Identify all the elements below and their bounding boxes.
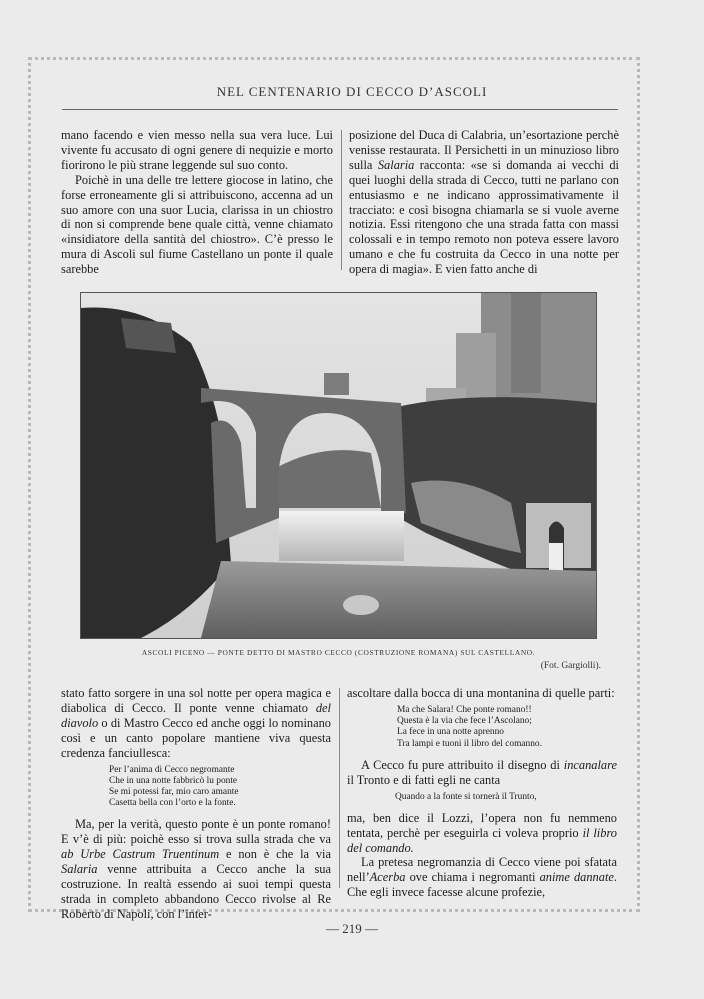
paragraph: posizione del Duca di Calabria, un’esortazione perchè venisse restaurata. Il Persichetti in un minuzioso libro sulla Salaria racconta: «se si domanda ai vecchi di quei luoghi della strada di Cecco, tutti ne parlano con entusiasmo e ne indicano approssimativamente il tracciato: e così bisogna chiamarla se si vuole averne notizia. Essi ritengono che una strada fatta con massi colossali e in tempo remoto non poteva essere lavoro umano e che fu costruita da Cecco in una notte per opera di magia». E vien fatto anche di	[349, 128, 620, 277]
running-header: NEL CENTENARIO DI CECCO D’ASCOLI	[216, 84, 488, 99]
paragraph: stato fatto sorgere in una sol notte per opera magica e diabolica di Cecco. Il ponte venne chiamato del diavolo o di Mastro Cecco ed anche oggi lo nominano così e un canto popolare mantiene viva questa credenza fanciullesca:	[61, 686, 331, 760]
verse-line: Questa è la via che fece l’Ascolano;	[397, 716, 532, 727]
verse-line: Ma che Salara! Che ponte romano!!	[397, 704, 532, 715]
paragraph: Poichè in una delle tre lettere giocose in latino, che forse erroneamente gli si attribuiscono, accenna ad un suo amore con una suor Lucia, clarissa in un chiostro di non si comprende bene quale città, venne chiamato «insidiatore della santità del chiostro». C’è presso le mura di Ascoli sul fiume Castellano un ponte il quale sarebbe	[61, 172, 333, 277]
verse-line: La fece in una notte aprenno	[397, 727, 504, 738]
paragraph: Ma, per la verità, questo ponte è un ponte romano! E v’è di più: poichè esso si trova sulla strada che va ab Urbe Castrum Truentinum e non è che la via Salaria venne attribuita a Cecco anche la sua costruzione. In realtà essendo ai suoi tempi questa strada in completo abbandono Cecco rivolse al Re Roberto di Napoli, con l’inter-	[61, 817, 331, 921]
verse-line: Quando a la fonte si tornerà il Trunto,	[395, 791, 537, 802]
paragraph: mano facendo e vien messo nella sua vera luce. Lui vivente fu accusato di ogni genere di nequizie e morto fiorirono le più strane leggende sul suo conto.	[61, 128, 333, 172]
page-number: — 219 —	[326, 921, 378, 936]
verse-block	[397, 705, 617, 750]
header-rule	[62, 109, 618, 110]
photo-credit: (Fot. Gargiolli).	[540, 661, 601, 671]
verse-line: Che in una notte fabbricò lu ponte	[109, 775, 238, 786]
column-divider	[341, 130, 342, 270]
column-divider	[339, 688, 340, 888]
bridge-photograph	[80, 292, 597, 639]
top-right-column	[349, 128, 619, 277]
bottom-right-column	[347, 686, 617, 900]
verse-line: Tra lampi e tuoni il libro del comanno.	[397, 738, 542, 749]
figure-caption: ASCOLI PICENO — PONTE DETTO DI MASTRO CECCO (COSTRUZIONE ROMANA) SUL CASTELLANO.	[141, 648, 536, 657]
paragraph: ascoltare dalla bocca di una montanina di quelle parti:	[347, 686, 615, 700]
paragraph: La pretesa negromanzia di Cecco viene poi sfatata nell’Acerba ove chiama i negromanti anime dannate. Che egli invece facesse alcune profezie,	[347, 855, 617, 900]
bridge-illustration	[81, 293, 596, 638]
verse-block	[395, 792, 617, 803]
bottom-left-column	[61, 686, 331, 922]
top-left-column	[61, 128, 333, 277]
verse-line: Per l’anima di Cecco negromante	[109, 764, 235, 775]
verse-line: Casetta bella con l’orto e la fonte.	[109, 798, 236, 809]
verse-line: Se mi potessi far, mio caro amante	[109, 786, 239, 797]
verse-block	[109, 765, 331, 810]
paragraph: ma, ben dice il Lozzi, l’opera non fu nemmeno tentata, perchè per eseguirla ci voleva proprio il libro del comando.	[347, 810, 618, 855]
paragraph: A Cecco fu pure attribuito il disegno di incanalare il Tronto e di fatti egli ne canta	[347, 757, 617, 787]
